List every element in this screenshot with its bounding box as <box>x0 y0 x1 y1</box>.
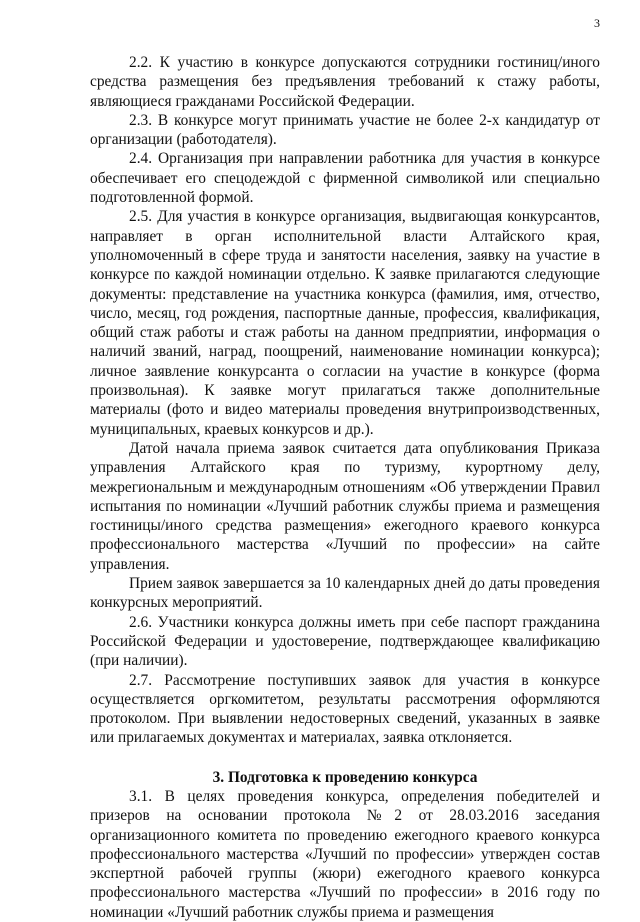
paragraph-3-1: 3.1. В целях проведения конкурса, определения победителей и призеров на основании протокола №2 от 28.03.2016 заседания организационного комитета по проведению ежегодного краевого конкурса профессионального мастерства «Лучший по профессии» утвержден состав экспертной рабочей группы (жюри) ежегодного краевого конкурса профессионального мастерства «Лучший по профессии» в 2016 году по номинации «Лучший работник службы приема и размещения <box>90 787 600 921</box>
document-body <box>90 53 600 922</box>
paragraph-2-6: 2.6. Участники конкурса должны иметь при себе паспорт гражданина Российской Федерации и удостоверение, подтверждающее квалификацию (при наличии). <box>90 613 600 670</box>
paragraph-2-5: 2.5. Для участия в конкурсе организация, выдвигающая конкурсантов, направляет в орган исполнительной власти Алтайского края, уполномоченный в сфере труда и занятости населения, заявку на участие в конкурсе по каждой номинации отдельно. К заявке прилагаются следующие документы: представление на участника конкурса (фамилия, имя, отчество, число, месяц, год рождения, паспортные данные, профессия, квалификация, общий стаж работы и стаж работы на данном предприятии, информация о наличий званий, наград, поощрений, наименование номинации конкурса); личное заявление конкурсанта о согласии на участие в конкурсе (форма произвольная). К заявке могут прилагаться также дополнительные материалы (фото и видео материалы проведения внутрипроизводственных, муниципальных, краевых конкурсов и др.). <box>90 208 600 438</box>
paragraph-2-2: 2.2. К участию в конкурсе допускаются сотрудники гостиниц/иного средства размещения без предъявления требований к стажу работы, являющиеся гражданами Российской Федерации. <box>90 54 600 110</box>
paragraph-application-end: Прием заявок завершается за 10 календарных дней до даты проведения конкурсных мероприятий. <box>90 575 600 612</box>
paragraph-2-4: 2.4. Организация при направлении работника для участия в конкурсе обеспечивает его спецодеждой с фирменной символикой или специально подготовленной формой. <box>90 150 600 207</box>
section-heading: 3. Подготовка к проведению конкурса <box>212 768 478 786</box>
paragraph-2-7: 2.7. Рассмотрение поступивших заявок для участия в конкурсе осуществляется оргкомитетом, результаты рассмотрения оформляются протоколом. При выявлении недостоверных сведений, указанных в заявке или прилагаемых документах и материалах, заявка отклоняется. <box>90 671 600 747</box>
page-number: 3 <box>594 16 600 30</box>
paragraph-application-start: Датой начала приема заявок считается дата опубликования Приказа управления Алтайского края по туризму, курортному делу, межрегиональным и международным отношениям «Об утверждении Правил испытания по номинации «Лучший работник службы приема и размещения гостиницы/иного средства размещения» ежегодного краевого конкурса профессионального мастерства «Лучший по профессии» на сайте управления. <box>90 439 600 573</box>
paragraph-2-3: 2.3. В конкурсе могут принимать участие не более 2-х кандидатур от организации (работодателя). <box>90 111 600 149</box>
